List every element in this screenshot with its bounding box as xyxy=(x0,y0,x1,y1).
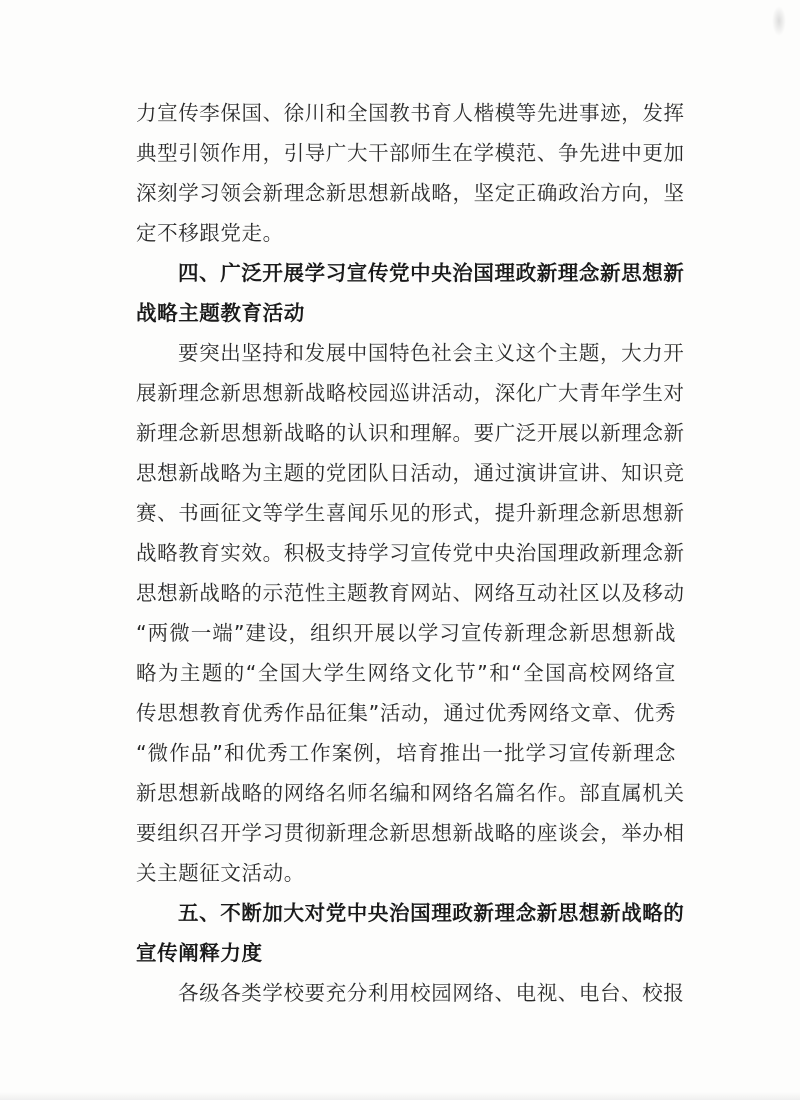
text-line: “微作品”和优秀工作案例，培育推出一批学习宣传新理念 xyxy=(136,741,676,765)
text-line: 思想新战略的示范性主题教育网站、网络互动社区以及移动 xyxy=(136,581,685,605)
text-line: 展新理念新思想新战略校园巡讲活动，深化广大青年学生对 xyxy=(136,381,685,405)
text-line: 要突出坚持和发展中国特色社会主义这个主题，大力开 xyxy=(178,341,685,365)
text-line: 关主题征文活动。 xyxy=(136,861,305,885)
heading-line: 宣传阐释力度 xyxy=(136,941,263,965)
text-line: 战略教育实效。积极支持学习宣传党中央治国理政新理念新 xyxy=(136,541,685,565)
text-line: “两微一端”建设，组织开展以学习宣传新理念新思想新战 xyxy=(136,621,676,645)
heading-line: 四、广泛开展学习宣传党中央治国理政新理念新思想新 xyxy=(178,261,685,285)
text-line: 传思想教育优秀作品征集”活动，通过优秀网络文章、优秀 xyxy=(136,701,676,725)
scan-artifact xyxy=(772,6,786,36)
text-line: 赛、书画征文等学生喜闻乐见的形式，提升新理念新思想新 xyxy=(136,501,685,525)
text-line: 典型引领作用，引导广大干部师生在学模范、争先进中更加 xyxy=(136,141,685,165)
paragraph xyxy=(136,93,685,253)
text-line: 定不移跟党走。 xyxy=(136,221,284,245)
text-line: 新思想新战略的网络名师名编和网络名篇名作。部直属机关 xyxy=(136,781,685,805)
text-line: 各级各类学校要充分利用校园网络、电视、电台、校报 xyxy=(178,981,685,1005)
paragraph xyxy=(136,973,685,1013)
section-heading xyxy=(136,253,685,333)
paragraph xyxy=(136,333,685,893)
heading-line: 五、不断加大对党中央治国理政新理念新思想新战略的 xyxy=(178,901,685,925)
text-line: 略为主题的“全国大学生网络文化节”和“全国高校网络宣 xyxy=(136,661,676,685)
heading-line: 战略主题教育活动 xyxy=(136,301,305,325)
document-body xyxy=(136,93,685,1013)
text-line: 新理念新思想新战略的认识和理解。要广泛开展以新理念新 xyxy=(136,421,685,445)
text-line: 思想新战略为主题的党团队日活动，通过演讲宣讲、知识竞 xyxy=(136,461,685,485)
section-heading xyxy=(136,893,685,973)
scan-edge xyxy=(0,1092,800,1100)
text-line: 力宣传李保国、徐川和全国教书育人楷模等先进事迹，发挥 xyxy=(136,101,685,125)
text-line: 深刻学习领会新理念新思想新战略，坚定正确政治方向，坚 xyxy=(136,181,685,205)
text-line: 要组织召开学习贯彻新理念新思想新战略的座谈会，举办相 xyxy=(136,821,685,845)
